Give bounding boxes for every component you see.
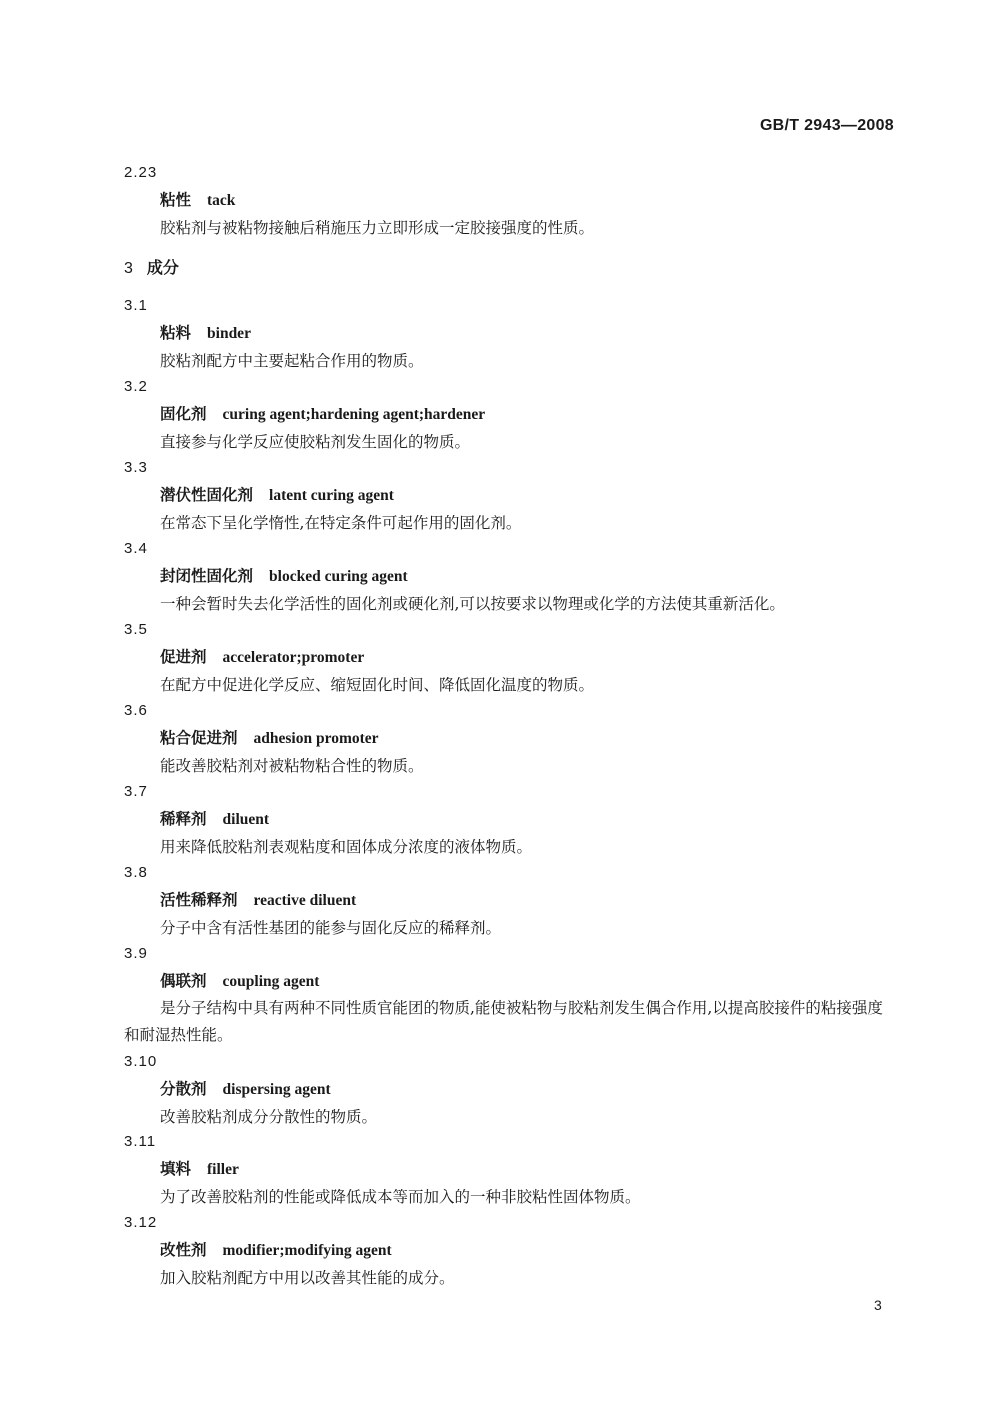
entry-number: 3.10: [124, 1053, 158, 1070]
term-definition: 分子中含有活性基团的能参与固化反应的稀释剂。: [160, 919, 502, 937]
term-heading: [160, 647, 364, 668]
entry-number: 3.3: [124, 459, 148, 476]
term-definition: 在配方中促进化学反应、缩短固化时间、降低固化温度的物质。: [160, 676, 595, 694]
entry-number: 3.12: [124, 1214, 158, 1231]
term-definition: 是分子结构中具有两种不同性质官能团的物质,能使被粘物与胶粘剂发生偶合作用,以提高胶接件的粘接强度和耐湿热性能。: [124, 999, 883, 1044]
term-zh: 促进剂: [160, 647, 207, 666]
term-en: accelerator;promoter: [222, 649, 365, 666]
term-zh: 粘合促进剂: [160, 728, 238, 747]
term-en: curing agent;hardening agent;hardener: [222, 406, 486, 423]
term-definition: 用来降低胶粘剂表观粘度和固体成分浓度的液体物质。: [160, 838, 533, 856]
entry-number: 3.11: [124, 1133, 157, 1150]
term-heading: [160, 809, 269, 830]
entry-number: 3.5: [124, 621, 148, 638]
term-definition: 胶粘剂与被粘物接触后稍施压力立即形成一定胶接强度的性质。: [160, 219, 595, 237]
term-heading: [160, 1159, 239, 1180]
term-en: tack: [207, 192, 236, 209]
standard-code: GB/T 2943—2008: [759, 117, 894, 134]
term-heading: [160, 728, 379, 749]
term-zh: 填料: [160, 1159, 192, 1178]
term-zh: 稀释剂: [160, 809, 207, 828]
term-zh: 固化剂: [160, 404, 207, 423]
entry-number: 3.1: [124, 297, 148, 314]
term-heading: [160, 566, 408, 587]
entry-number: 3.7: [124, 783, 148, 800]
entry-number: 3.8: [124, 864, 148, 881]
term-heading: [160, 1079, 331, 1100]
term-definition: 在常态下呈化学惰性,在特定条件可起作用的固化剂。: [160, 514, 522, 532]
term-definition: 胶粘剂配方中主要起粘合作用的物质。: [160, 352, 424, 370]
term-en: diluent: [222, 811, 270, 828]
term-en: reactive diluent: [253, 892, 357, 909]
term-definition: 直接参与化学反应使胶粘剂发生固化的物质。: [160, 433, 471, 451]
term-en: latent curing agent: [269, 487, 394, 504]
term-definition: 一种会暂时失去化学活性的固化剂或硬化剂,可以按要求以物理或化学的方法使其重新活化。: [160, 595, 785, 613]
term-zh: 粘性: [160, 190, 192, 209]
section-title: 成分: [146, 258, 179, 277]
entry-number: 3.6: [124, 702, 148, 719]
term-heading: [160, 485, 394, 506]
term-heading: [160, 890, 356, 911]
term-en: filler: [207, 1161, 239, 1178]
term-en: adhesion promoter: [253, 730, 379, 747]
section-number: 3: [124, 260, 133, 277]
term-heading: [160, 323, 251, 344]
term-zh: 活性稀释剂: [160, 890, 238, 909]
page-number: 3: [874, 1297, 882, 1313]
term-en: blocked curing agent: [269, 568, 408, 585]
entry-number: 3.2: [124, 378, 148, 395]
term-zh: 改性剂: [160, 1240, 207, 1259]
term-en: modifier;modifying agent: [222, 1242, 392, 1259]
term-heading: [160, 971, 319, 992]
term-definition: 能改善胶粘剂对被粘物粘合性的物质。: [160, 757, 424, 775]
term-heading: [160, 404, 485, 425]
term-en: coupling agent: [222, 973, 320, 990]
term-heading: [160, 190, 235, 211]
section-heading: [124, 258, 179, 279]
term-definition: 为了改善胶粘剂的性能或降低成本等而加入的一种非胶粘性固体物质。: [160, 1188, 641, 1206]
term-en: dispersing agent: [222, 1081, 331, 1098]
term-zh: 潜伏性固化剂: [160, 485, 254, 504]
entry-number: 2.23: [124, 164, 158, 181]
term-zh: 粘料: [160, 323, 192, 342]
term-en: binder: [207, 325, 251, 342]
term-zh: 偶联剂: [160, 971, 207, 990]
term-definition: 加入胶粘剂配方中用以改善其性能的成分。: [160, 1269, 455, 1287]
entry-number: 3.4: [124, 540, 148, 557]
term-zh: 分散剂: [160, 1079, 207, 1098]
term-zh: 封闭性固化剂: [160, 566, 254, 585]
term-definition: 改善胶粘剂成分分散性的物质。: [160, 1108, 378, 1126]
term-heading: [160, 1240, 392, 1261]
entry-number: 3.9: [124, 945, 148, 962]
